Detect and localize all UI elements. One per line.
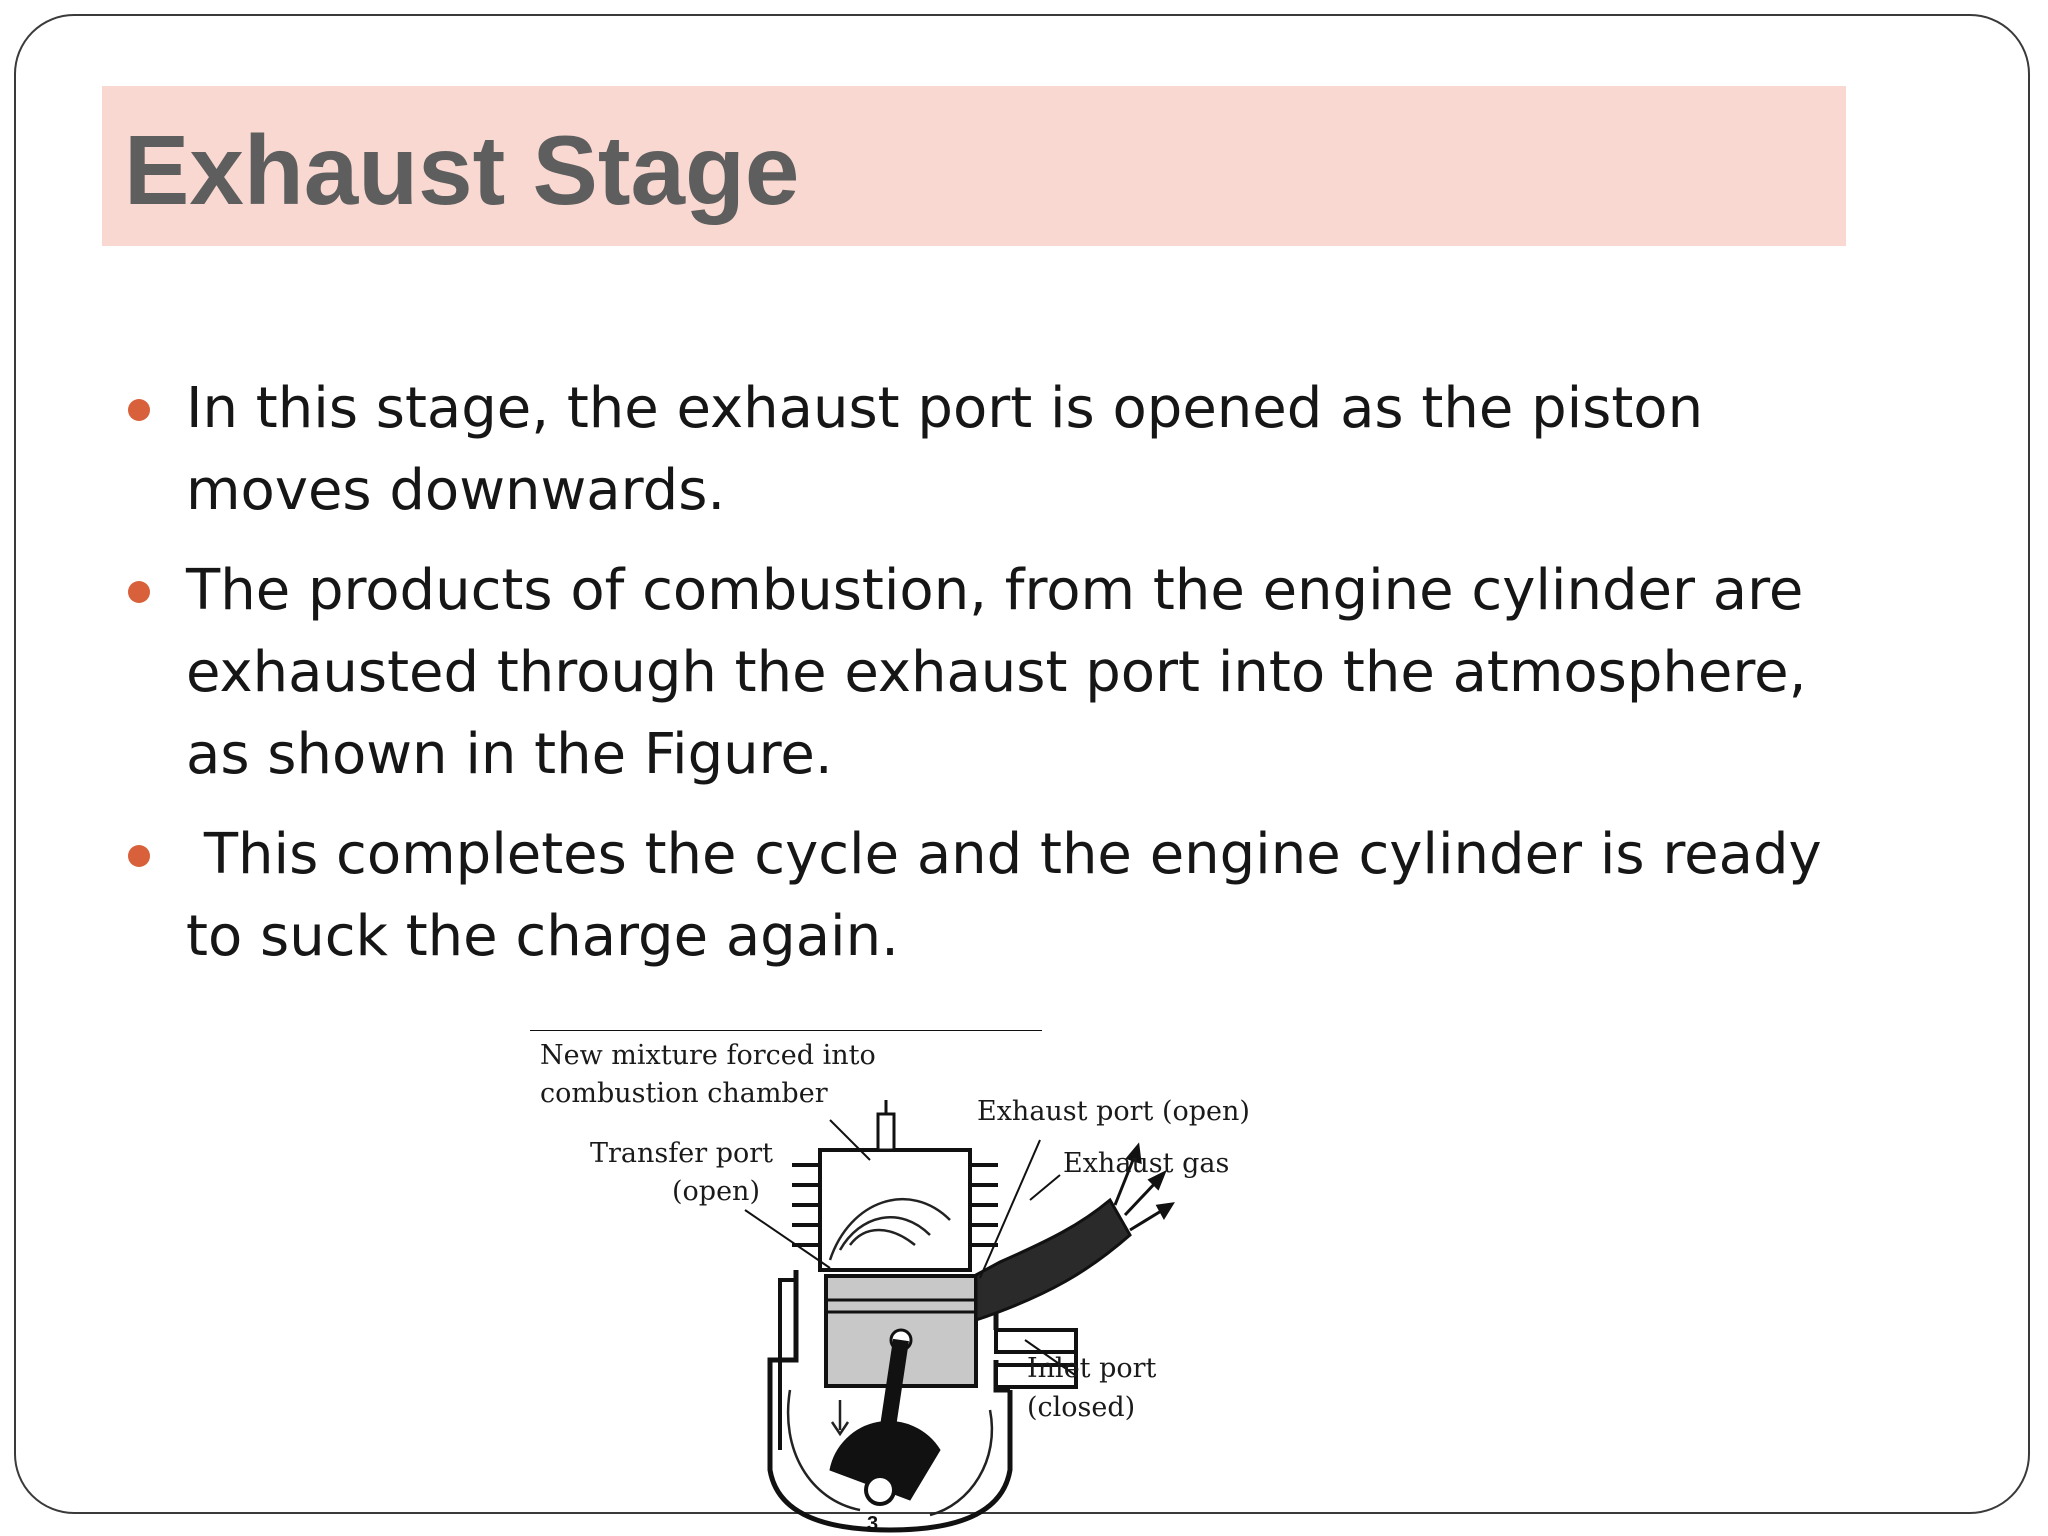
cylinder-head [792,1150,998,1270]
label-new-mixture-line2: combustion chamber [540,1078,828,1109]
bullet-dot-icon [128,581,150,603]
label-inlet-port-line1: Inlet port [1027,1353,1157,1384]
label-exhaust-port: Exhaust port (open) [977,1096,1250,1127]
bullet-text: The products of combustion, from the engine cylinder are exhausted through the exhaust port into the atmosphere, as shown in the Figure. [186,558,1807,787]
slide-title: Exhaust Stage [124,115,800,225]
bullet-item [124,368,1884,532]
spark-plug-icon [878,1100,894,1150]
label-exhaust-gas: Exhaust gas [1063,1148,1230,1179]
bullet-list [124,368,1884,996]
bullet-text: In this stage, the exhaust port is opened as the piston moves downwards. [186,376,1704,523]
label-new-mixture-line1: New mixture forced into [540,1040,876,1071]
engine-diagram [530,1030,1250,1536]
label-transfer-port-line1: Transfer port [590,1138,774,1169]
bullet-dot-icon [128,399,150,421]
engine-diagram-svg [530,1030,1250,1536]
figure-number: 3 [867,1513,879,1535]
label-inlet-port-line2: (closed) [1027,1392,1136,1423]
label-transfer-port-line2: (open) [672,1176,760,1207]
bullet-item [124,550,1884,796]
exhaust-duct [976,1200,1130,1320]
bullet-dot-icon [128,845,150,867]
bullet-item [124,814,1884,978]
bullet-text: This completes the cycle and the engine cylinder is ready to suck the charge again. [186,822,1840,969]
